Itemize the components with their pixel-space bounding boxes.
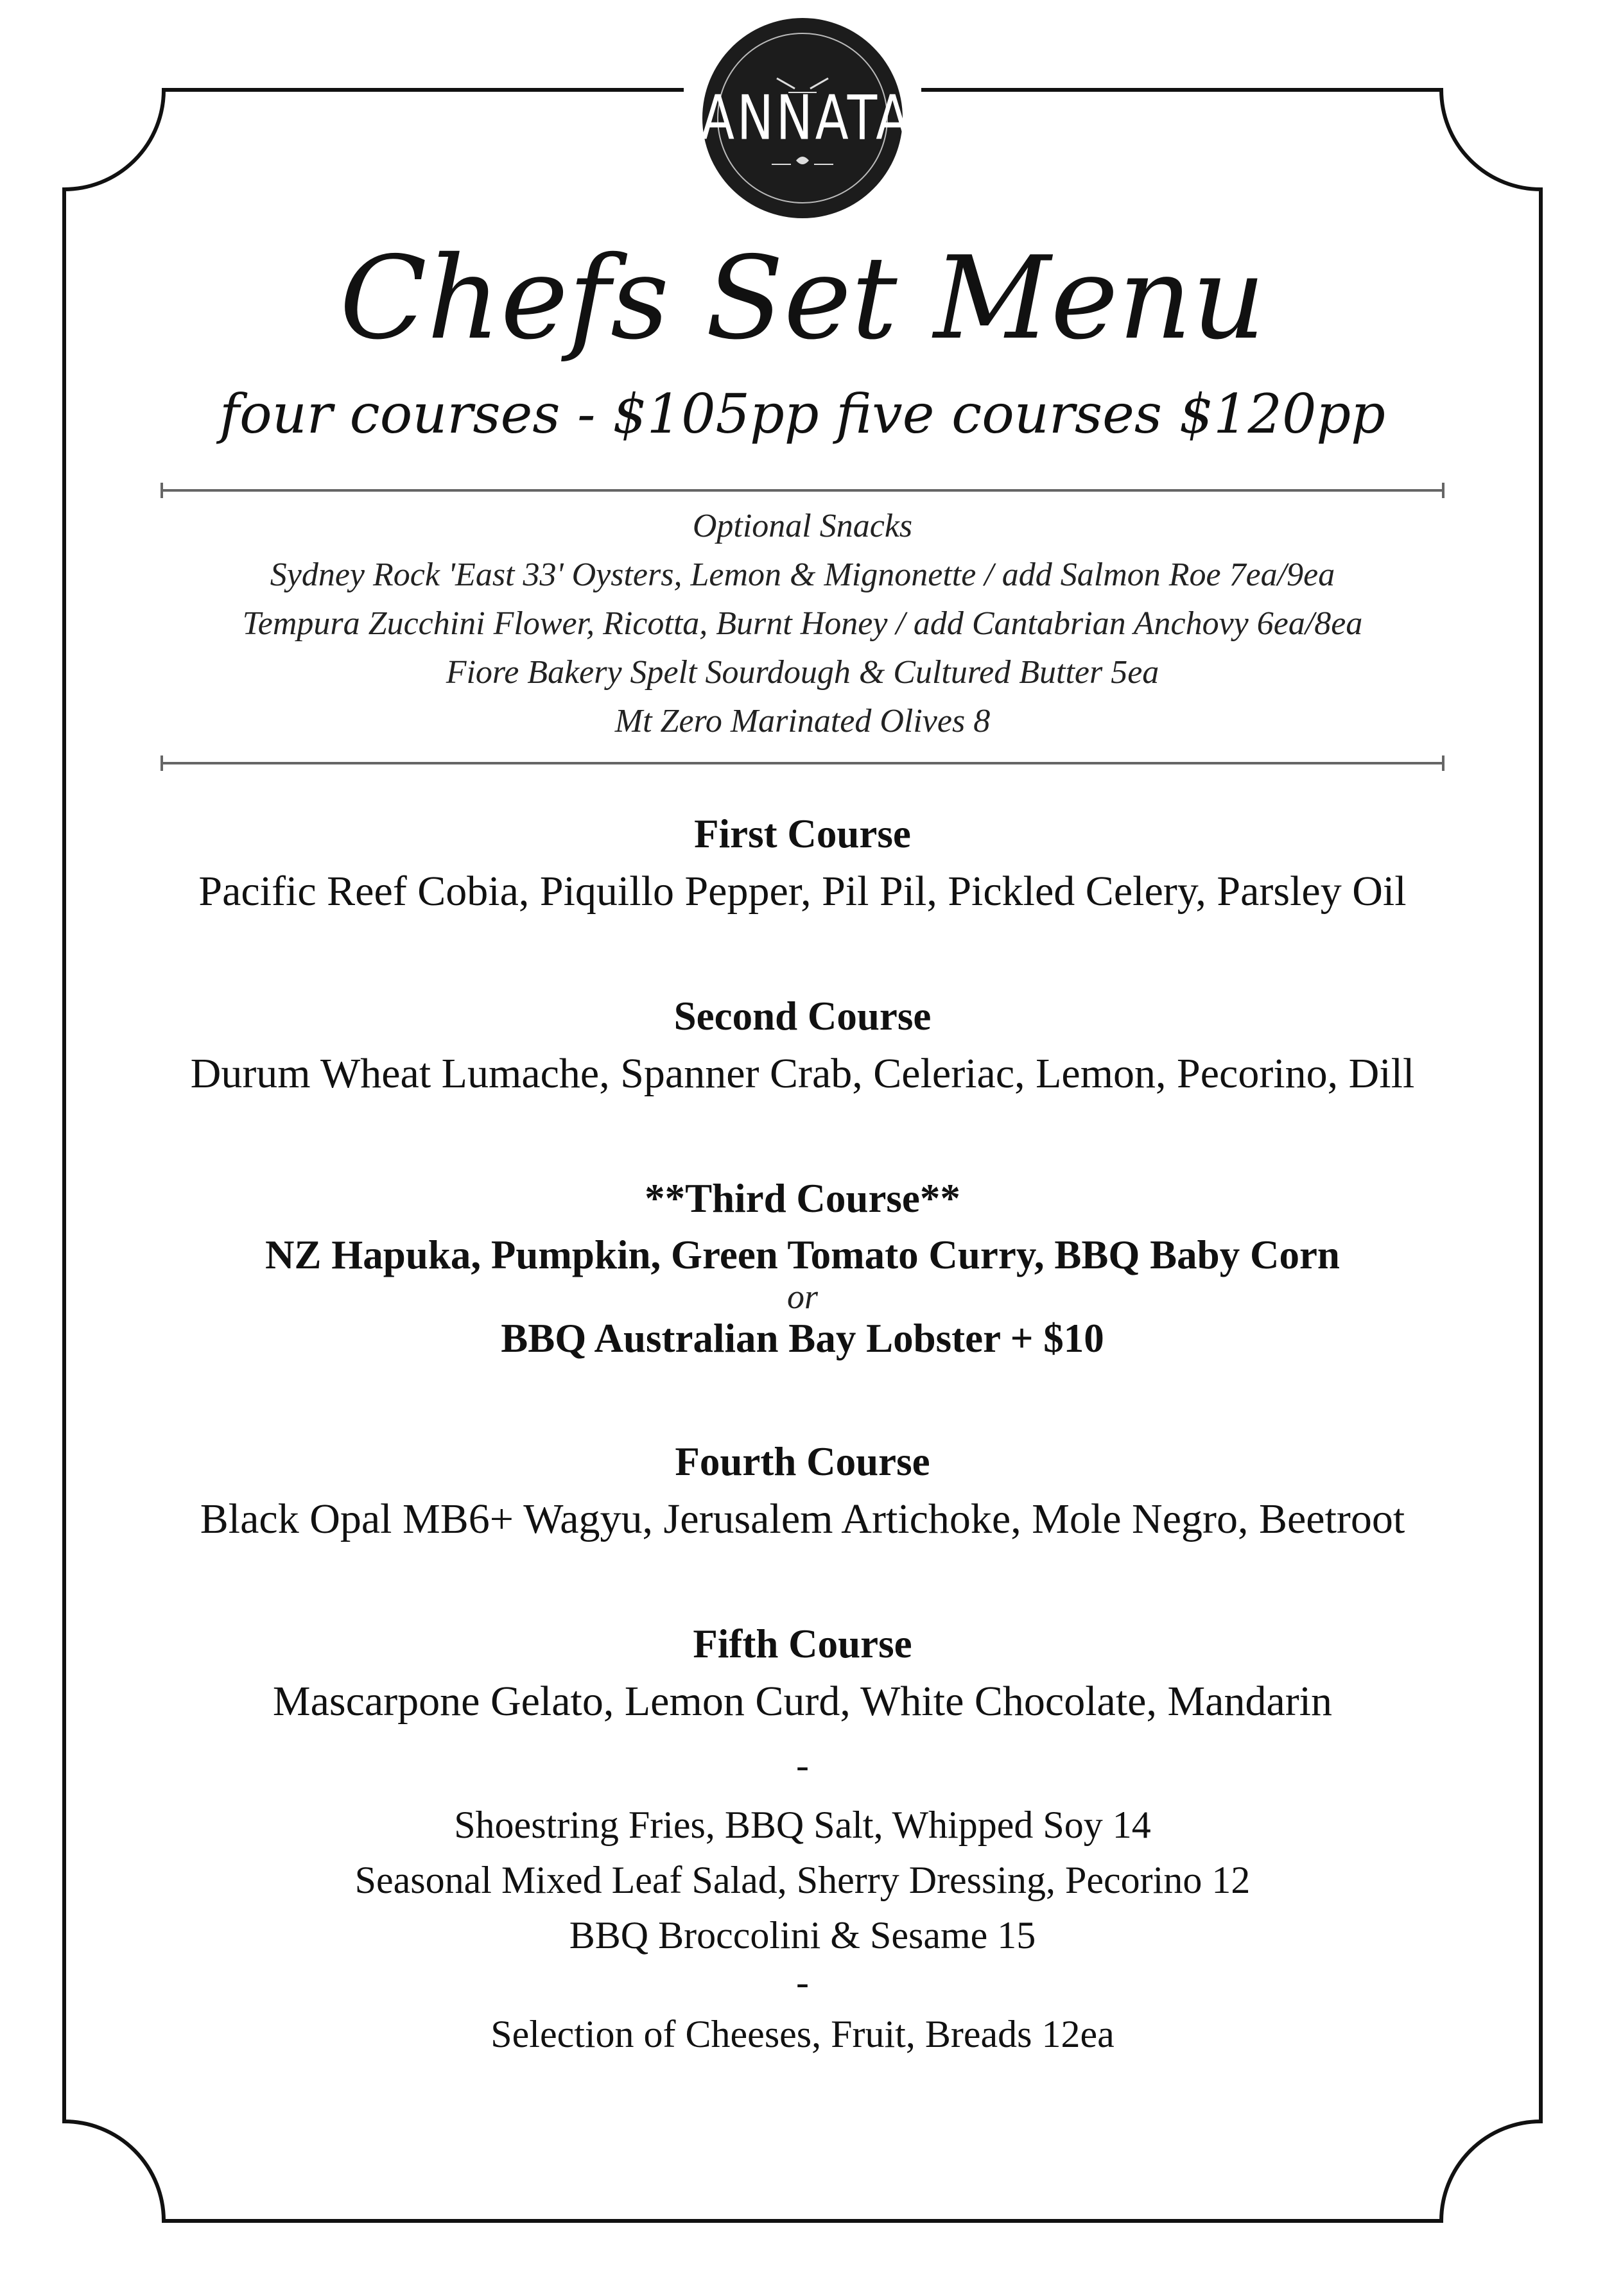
optional-snacks-section [0, 502, 1605, 746]
divider-top [160, 489, 1444, 492]
section-separator: - [796, 1961, 809, 2003]
course-title: Fourth Course [675, 1439, 930, 1484]
course-title: First Course [694, 811, 911, 856]
snacks-heading: Optional Snacks [692, 508, 913, 544]
course-dish: Mascarpone Gelato, Lemon Curd, White Chocolate, Mandarin [272, 1678, 1333, 1725]
course-second [0, 988, 1605, 1103]
course-fourth [0, 1433, 1605, 1549]
snack-item: Sydney Rock 'East 33' Oysters, Lemon & Mignonette / add Salmon Roe 7ea/9ea [270, 557, 1335, 593]
course-dish: Durum Wheat Lumache, Spanner Crab, Celeriac, Lemon, Pecorino, Dill [190, 1050, 1415, 1097]
menu-pricing-subtitle: four courses - $105pp five courses $120pp [220, 383, 1385, 445]
course-title: **Third Course** [645, 1176, 960, 1221]
course-third [0, 1170, 1605, 1367]
course-dish: Pacific Reef Cobia, Piquillo Pepper, Pil Pil, Pickled Celery, Parsley Oil [198, 868, 1407, 915]
divider-bottom [160, 762, 1444, 764]
courses-section [0, 806, 1605, 1731]
side-item: Shoestring Fries, BBQ Salt, Whipped Soy 14 [454, 1804, 1151, 1846]
course-dish: NZ Hapuka, Pumpkin, Green Tomato Curry, BBQ Baby Corn [265, 1232, 1340, 1277]
course-or-separator: or [786, 1277, 818, 1316]
course-dish: Black Opal MB6+ Wagyu, Jerusalem Artichoke, Mole Negro, Beetroot [200, 1496, 1405, 1542]
course-title: Second Course [673, 994, 932, 1039]
menu-title: Chefs Set Menu [339, 232, 1266, 365]
section-separator: - [796, 1744, 809, 1786]
logo-wordmark: ANNATA [701, 82, 912, 153]
sides-section [0, 1746, 1605, 2062]
course-first [0, 806, 1605, 921]
side-item: BBQ Broccolini & Sesame 15 [569, 1914, 1036, 1956]
snack-item: Fiore Bakery Spelt Sourdough & Cultured Butter 5ea [446, 654, 1159, 691]
course-title: Fifth Course [693, 1621, 912, 1666]
side-item: Seasonal Mixed Leaf Salad, Sherry Dressing, Pecorino 12 [354, 1859, 1251, 1901]
snack-item: Tempura Zucchini Flower, Ricotta, Burnt Honey / add Cantabrian Anchovy 6ea/8ea [242, 605, 1363, 642]
course-alt-dish: BBQ Australian Bay Lobster + $10 [501, 1316, 1104, 1361]
course-fifth [0, 1616, 1605, 1731]
cheese-item: Selection of Cheeses, Fruit, Breads 12ea [490, 2013, 1115, 2055]
snack-item: Mt Zero Marinated Olives 8 [614, 703, 991, 739]
